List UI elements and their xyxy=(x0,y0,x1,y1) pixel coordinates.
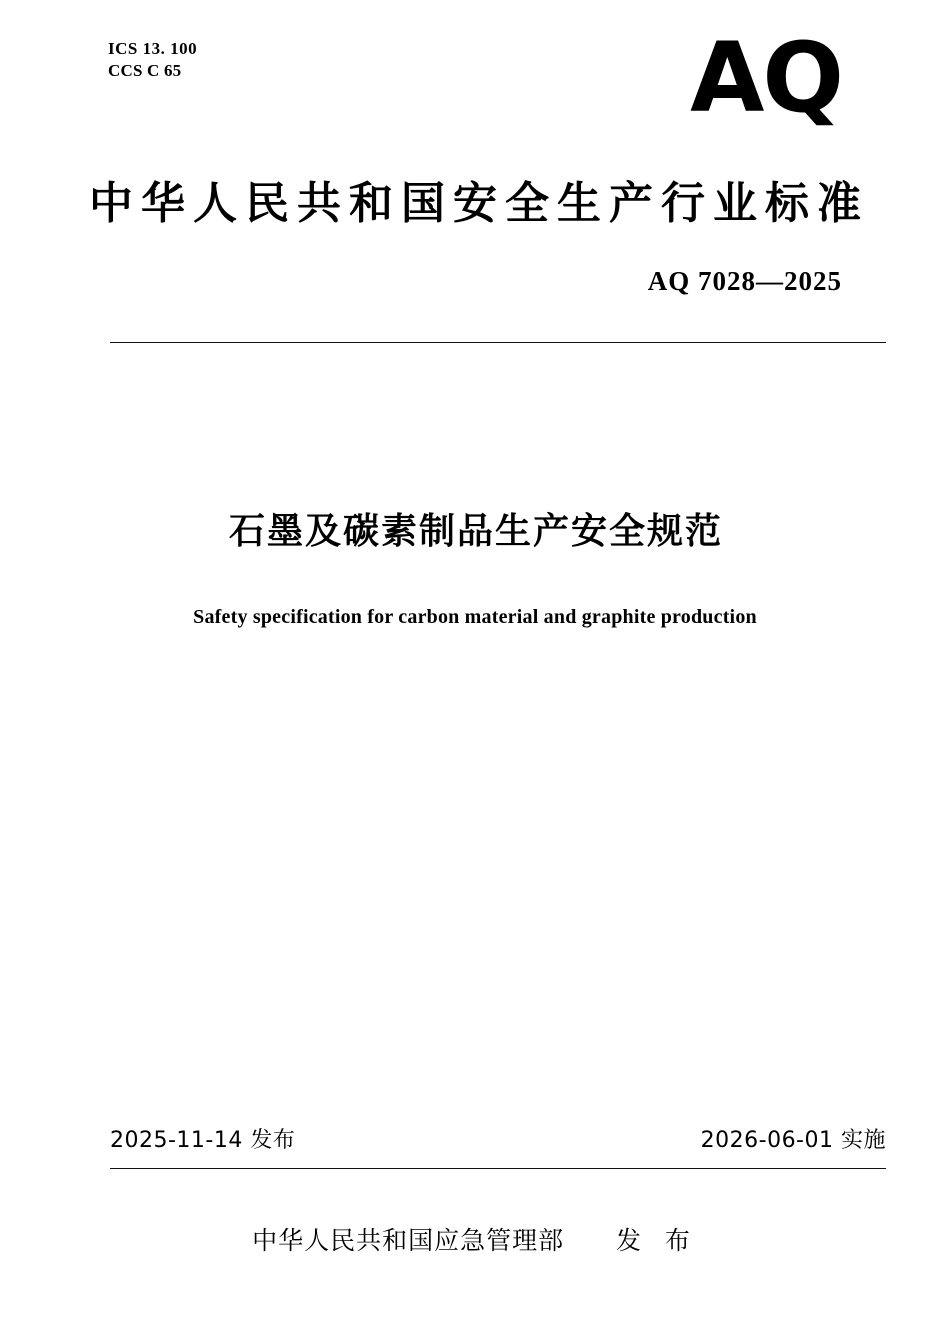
effective-date: 2026-06-01 实施 xyxy=(700,1128,886,1153)
ics-code: ICS 13. 100 xyxy=(108,39,198,58)
issuing-authority: 中华人民共和国应急管理部 xyxy=(252,1226,565,1255)
aq-logo: AQ xyxy=(690,22,842,134)
footer-dates xyxy=(110,1126,886,1156)
issue-date: 2025-11-14 发布 xyxy=(110,1128,296,1153)
ccs-code: CCS C 65 xyxy=(108,61,182,80)
issuer-action-label: 发 布 xyxy=(615,1226,698,1255)
header-divider xyxy=(110,342,886,343)
ics-classification-block xyxy=(108,38,197,82)
document-title-chinese: 石墨及碳素制品生产安全规范 xyxy=(228,511,723,552)
footer-divider xyxy=(110,1168,886,1169)
standard-series-title: 中华人民共和国安全生产行业标准 xyxy=(89,178,869,229)
issuing-authority-line xyxy=(0,1224,950,1258)
standard-number: AQ 7028—2025 xyxy=(647,266,842,296)
document-title-english: Safety specification for carbon material and graphite production xyxy=(193,606,757,628)
